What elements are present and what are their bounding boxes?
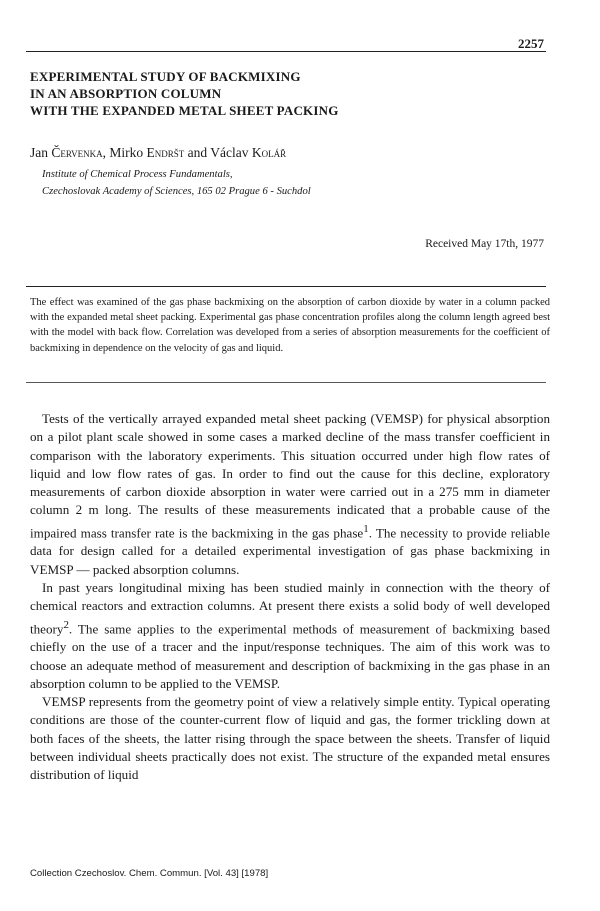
author-list [30,145,286,161]
affiliation-line: Institute of Chemical Process Fundamentals, [42,169,233,180]
paragraph [30,579,550,693]
paragraph-text: Tests of the vertically arrayed expanded metal sheet packing (VEMSP) for physical absorption on a pilot plant scale showed in some cases a marked decline of the mass transfer coefficient in comparison with the laboratory experiments. This situation occurred under high flow rates of liquid and low flow rates of gas. In order to find out the cause for this decline, exploratory measurements of carbon dioxide absorption in water were carried out in a 275 mm in diameter column 2 m long. The results of these measurements indicated that a probable cause of the impaired mass transfer rate is the backmixing in the gas phase [30,411,550,541]
paragraph [30,410,550,579]
author-first-name: Jan [30,145,52,160]
reference-marker: 1 [363,522,369,535]
author-separator: and [184,145,211,160]
page-number: 2257 [518,36,544,51]
paragraph-text: In past years longitudinal mixing has been studied mainly in connection with the theory of chemical reactors and extraction columns. At present there exists a solid body of well developed theory [30,580,550,636]
author-separator: , [102,145,110,160]
affiliation [42,166,311,200]
article-title [30,68,550,119]
author-last-name: Kolář [251,145,287,160]
paragraph [30,693,550,784]
body-text [30,410,550,785]
author-first-name: Mirko [109,145,147,160]
title-line: EXPERIMENTAL STUDY OF BACKMIXING [30,69,301,84]
reference-marker: 2 [63,618,69,631]
paragraph-text: . The necessity to provide reliable data for design called for a detailed experimental investigation of gas phase backmixing in VEMSP — packed absorption columns. [30,525,550,577]
abstract-rule-top [26,286,546,287]
paragraph-text: VEMSP represents from the geometry point of view a relatively simple entity. Typical operating conditions are those of the counter-current flow of liquid and gas, the former trickling down at both faces of the sheets, the latter rising through the space between the sheets. Transfer of liquid between individual sheets practically does not exist. The structure of the expanded metal ensures distribution of liquid [30,694,550,783]
affiliation-line: Czechoslovak Academy of Sciences, 165 02 Prague 6 - Suchdol [42,186,311,197]
header-rule [26,51,546,52]
paragraph-text: . The same applies to the experimental methods of measurement of backmixing based chiefly on the use of a tracer and the input/response techniques. The aim of this work was to choose an adequate method of measurement and description of backmixing in the gas phase in an absorption column to be applied to the VEMSP. [30,620,550,691]
abstract-rule-bottom [26,382,546,383]
received-date: Received May 17th, 1977 [425,238,544,250]
author-last-name: Endršt [146,145,185,160]
abstract: The effect was examined of the gas phase backmixing on the absorption of carbon dioxide by water in a column packed with the expanded metal sheet packing. Experimental gas phase concentration profiles along the column length agreed best with the model with back flow. Correlation was developed from a series of absorption measurements for the coefficient of backmixing in dependence on the velocity of gas and liquid. [30,297,550,354]
journal-citation: Collection Czechoslov. Chem. Commun. [Vol. 43] [1978] [30,868,269,879]
author-last-name: Červenka [51,145,103,160]
title-line: WITH THE EXPANDED METAL SHEET PACKING [30,103,339,118]
title-line: IN AN ABSORPTION COLUMN [30,86,222,101]
author-first-name: Václav [210,145,252,160]
